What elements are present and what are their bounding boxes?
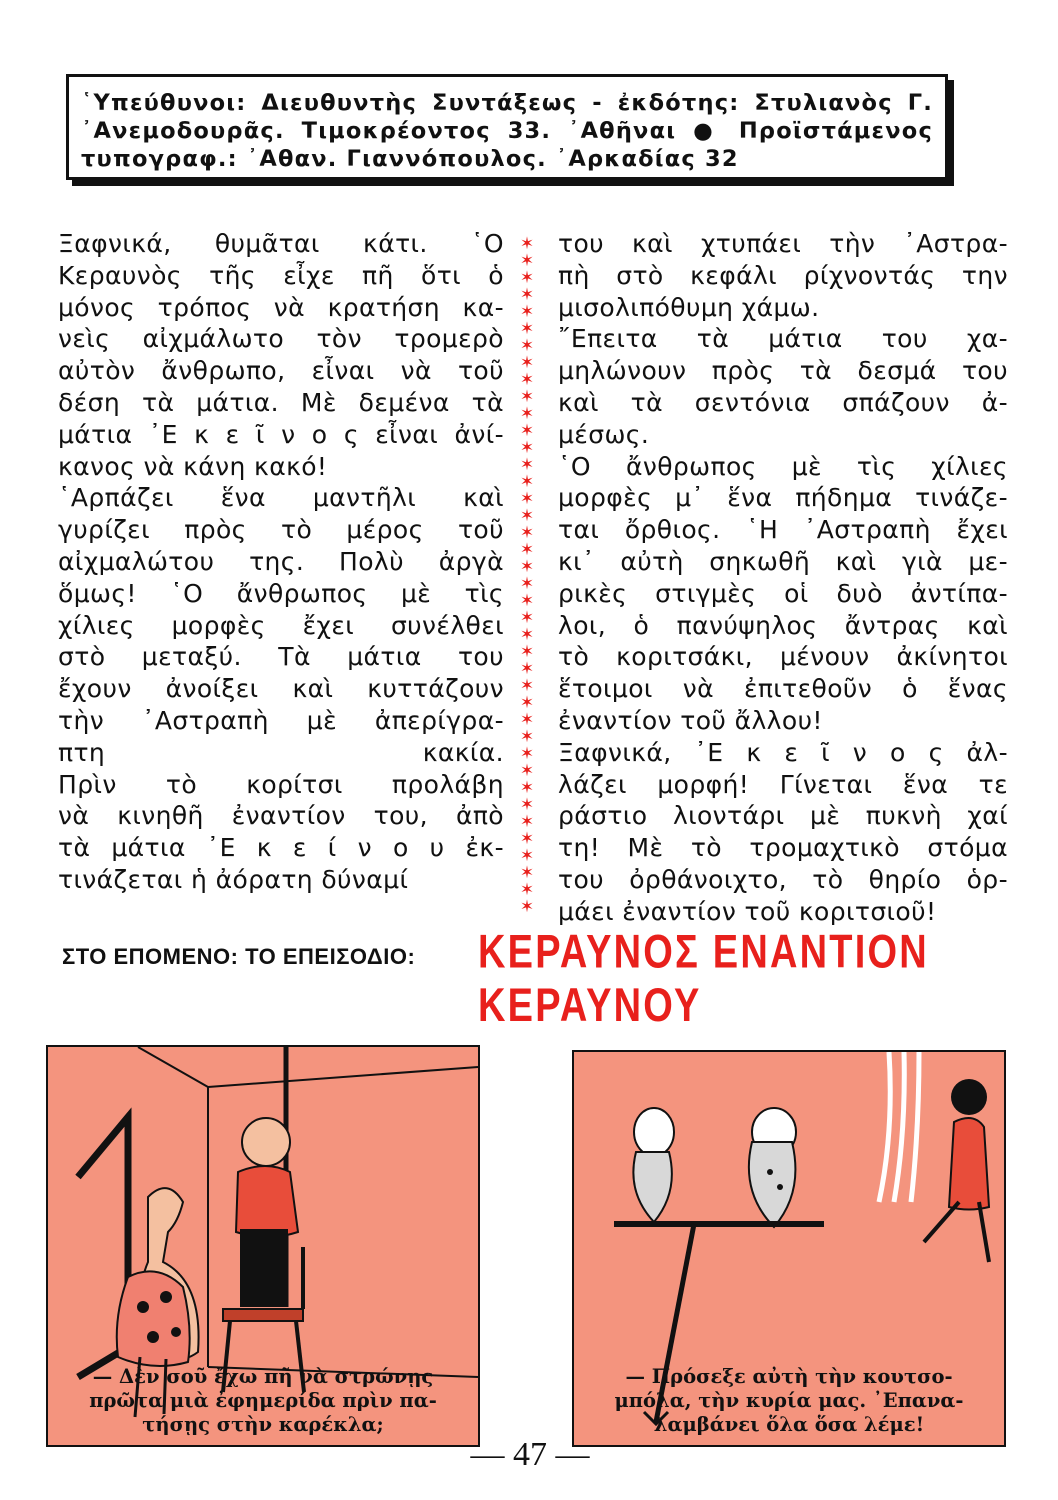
story-line: τὸ κοριτσάκι, μένουν ἀκίνητοι [558,642,1008,672]
star-icon: ✶ [519,659,535,679]
next-episode-title: ΚΕΡΑΥΝΟΣ ΕΝΑΝΤΙΟΝ ΚΕΡΑΥΝΟΥ [478,926,929,1033]
star-icon: ✶ [519,795,535,815]
story-line: τὴν ᾿Αστραπὴ μὲ ἀπερίγρα- [58,705,504,735]
story-line: Πρὶν τὸ κορίτσι προλάβη [58,769,504,799]
story-line: μέσως. [558,419,650,449]
story-line: χίλιες μορφὲς ἔχει συνέλθει [58,610,504,640]
story-line: Ξαφνικά, ᾿Ε κ ε ῖ ν ο ς ἀλ- [558,737,1008,767]
story-line: αὐτὸν ἄνθρωπο, εἶναι νὰ τοῦ [58,356,504,386]
story-line: ἔχουν ἀνοίξει καὶ κυττάζουν [58,674,504,704]
credits-line: ᾿Ανεμοδουρᾶς. Τιμοκρέοντος 33. ᾿Αθῆναι ● Προϊστάμενος [81,118,933,144]
story-line: Κεραυνὸς τῆς εἶχε πῆ ὅτι ὁ [58,260,504,290]
story-line: ρικὲς στιγμὲς οἱ δυὸ ἀντίπα- [558,578,1008,608]
star-icon: ✶ [519,897,535,917]
star-divider [514,236,540,916]
story-line: ἐναντίον τοῦ ἄλλου! [558,705,823,735]
star-icon: ✶ [519,506,535,526]
story-line: Ξαφνικά, θυμᾶται κάτι. ῾Ο [58,229,504,258]
story-column-right [558,228,1008,928]
star-icon: ✶ [519,302,535,322]
star-icon: ✶ [519,557,535,577]
credits-box [66,74,948,180]
star-icon: ✶ [519,370,535,390]
star-icon: ✶ [519,710,535,730]
star-icon: ✶ [519,421,535,441]
star-icon: ✶ [519,676,535,696]
story-line: ῎Επειτα τὰ μάτια του χα- [558,324,1008,354]
story-line: ῾Αρπάζει ἕνα μαντῆλι καὶ [58,483,504,513]
star-icon: ✶ [519,761,535,781]
star-icon: ✶ [519,625,535,645]
star-icon: ✶ [519,489,535,509]
caption-line: τήσῃς στὴν καρέκλα; [142,1413,384,1436]
star-icon: ✶ [519,404,535,424]
story-line: γυρίζει πρὸς τὸ μέρος τοῦ [58,515,504,545]
story-line: ὅμως! ῾Ο ἄνθρωπος μὲ τὶς [58,578,504,608]
cartoon-panel-parrots [572,1050,1006,1447]
story-line: στὸ μεταξύ. Τὰ μάτια του [58,642,504,672]
star-icon: ✶ [519,438,535,458]
story-line: πτη κακία. [58,737,504,767]
story-line: κι᾿ αὐτὴ σηκωθῆ καὶ γιὰ με- [558,546,1008,576]
star-icon: ✶ [519,540,535,560]
caption-line: — Δὲν σοῦ ἔχω πῆ νὰ στρώνῃς [92,1365,434,1388]
star-icon: ✶ [519,591,535,611]
story-line: νὰ κινηθῆ ἐναντίον του, ἀπὸ [58,801,504,831]
star-icon: ✶ [519,455,535,475]
cartoon-caption [574,1365,1004,1437]
story-line: μηλώνουν πρὸς τὰ δεσμά του [558,356,1008,386]
story-column-left [58,228,504,896]
credits-line: ῾Υπεύθυνοι: Διευθυντὴς Συντάξεως - ἐκδότης: Στυλιανὸς Γ. [81,90,933,116]
star-icon: ✶ [519,778,535,798]
story-line: μισολιπόθυμη χάμω. [558,292,820,322]
story-line: κανος νὰ κάνη κακό! [58,451,328,481]
cartoon-caption [48,1365,478,1437]
caption-line: μπόλα, τὴν κυρία μας. ᾿Επανα- [614,1389,964,1412]
story-line: λοι, ὁ πανύψηλος ἄντρας καὶ [558,610,1008,640]
story-line: πὴ στὸ κεφάλι ρίχνοντάς την [558,260,1008,290]
star-icon: ✶ [519,234,535,254]
next-episode-label: ΣΤΟ ΕΠΟΜΕΝΟ: ΤΟ ΕΠΕΙΣΟΔΙΟ: [62,944,416,969]
story-line: καὶ τὰ σεντόνια σπάζουν ἀ- [558,387,1008,417]
star-icon: ✶ [519,336,535,356]
star-icon: ✶ [519,846,535,866]
star-icon: ✶ [519,251,535,271]
story-line: μόνος τρόπος νὰ κρατήση κα- [58,292,504,322]
star-icon: ✶ [519,285,535,305]
cartoon-panel-chair [46,1045,480,1447]
story-line: μορφὲς μ᾿ ἕνα πήδημα τινάζε- [558,483,1008,513]
story-line: μάει ἐναντίον τοῦ κοριτσιοῦ! [558,896,937,926]
story-line: λάζει μορφή! Γίνεται ἕνα τε [558,769,1008,799]
star-icon: ✶ [519,727,535,747]
star-icon: ✶ [519,319,535,339]
story-line: ράστιο λιοντάρι μὲ πυκνὴ χαί [558,801,1008,831]
star-icon: ✶ [519,353,535,373]
story-line: μάτια ᾿Ε κ ε ῖ ν ο ς εἶναι ἀνί- [58,419,504,449]
story-line: ἕτοιμοι νὰ ἐπιτεθοῦν ὁ ἕνας [558,674,1008,704]
story-line: τη! Μὲ τὸ τρομαχτικὸ στόμα [558,833,1008,863]
star-icon: ✶ [519,523,535,543]
star-icon: ✶ [519,812,535,832]
story-line: τὰ μάτια ᾿Ε κ ε ί ν ο υ ἐκ- [58,833,504,863]
story-line: τινάζεται ἡ ἀόρατη δύναμί [58,864,409,894]
star-icon: ✶ [519,642,535,662]
story-line: ῾Ο ἄνθρωπος μὲ τὶς χίλιες [558,451,1008,481]
star-icon: ✶ [519,880,535,900]
story-line: του καὶ χτυπάει τὴν ᾿Αστρα- [558,229,1008,258]
story-line: νεὶς αἰχμάλωτο τὸν τρομερὸ [58,324,504,354]
star-icon: ✶ [519,472,535,492]
page-number: — 47 — [470,1436,590,1473]
star-icon: ✶ [519,829,535,849]
story-line: δέση τὰ μάτια. Μὲ δεμένα τὰ [58,387,504,417]
caption-line: — Πρόσεξε αὐτὴ τὴν κουτσο- [625,1365,953,1388]
story-line: αἰχμαλώτου της. Πολὺ ἀργὰ [58,546,504,576]
credits-line: τυπογραφ.: ᾿Αθαν. Γιαννόπουλος. ᾿Αρκαδίας 32 [81,146,739,172]
star-icon: ✶ [519,608,535,628]
star-icon: ✶ [519,574,535,594]
story-line: ται ὄρθιος. ῾Η ᾿Αστραπὴ ἔχει [558,515,1008,545]
star-icon: ✶ [519,268,535,288]
story-line: του ὀρθάνοιχτο, τὸ θηρίο ὁρ- [558,864,1008,894]
star-icon: ✶ [519,744,535,764]
caption-line: λαμβάνει ὅλα ὅσα λέμε! [653,1413,925,1436]
star-icon: ✶ [519,693,535,713]
star-icon: ✶ [519,387,535,407]
caption-line: πρῶτα μιὰ ἐφημερίδα πρὶν πα- [89,1389,437,1412]
star-icon: ✶ [519,863,535,883]
